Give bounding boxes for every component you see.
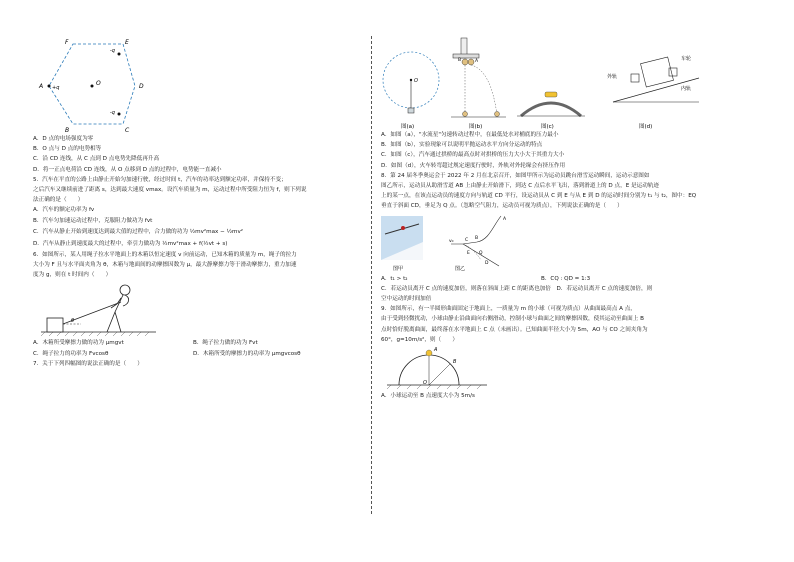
label-D: D: [139, 83, 144, 90]
q8-option-cd-line: 空中运动的时间加倍: [381, 296, 432, 303]
q9-O-label: O: [423, 380, 427, 387]
q8-stem: [381, 171, 721, 212]
q4-options: [33, 134, 373, 175]
right-column: [381, 30, 721, 401]
q6-stem: [33, 250, 373, 281]
q8-fig-caption-jia: 图甲: [393, 265, 404, 272]
q9-B-label: B: [453, 359, 457, 366]
q5-stem: [33, 175, 373, 206]
q7-option-a: A．如图（a），"水流星"匀速转动过程中，在最低处水对桶底的压力最小: [381, 132, 559, 138]
q6-option-c: C．绳子拉力的功率为 Fvcosθ: [33, 350, 109, 357]
fig-b-B-label: B: [458, 58, 462, 63]
left-column: [33, 30, 373, 369]
q8-B-label: B: [475, 235, 479, 241]
hexagon-figure: [35, 30, 185, 134]
q8-stem-line: 上的某一点，在该点运动员的速度方向与轨道 CD 平行，设运动员从 C 到 E 与从 E 到 D 的运动时间分别为 t₁ 与 t₂，图中：EQ: [381, 193, 697, 200]
column-divider: [371, 36, 372, 514]
q8-ski-jump-photo: [381, 216, 423, 272]
person-figure: [107, 285, 130, 332]
label-q-top: -q: [110, 48, 115, 54]
q6-theta-label: θ: [71, 318, 75, 325]
q7-options: [381, 130, 721, 171]
label-A: A: [39, 83, 44, 90]
q7-option-c: C．如图（c），汽车通过拱桥的最高点时对拱桥的压力大小大于其重力大小: [381, 152, 565, 159]
q8-option-a: A．t₁ > t₂: [381, 275, 408, 282]
q9-option-a: A．小球运动至 B 点速度大小为 5m/s: [381, 393, 475, 400]
q5-option-c: C．汽车从静止开始到速度达到最大值的过程中，合力做的功为 ½mv²max − ½mv²: [33, 228, 243, 235]
q8-D-label: D: [485, 260, 489, 266]
q9-stem-line: 60°，g=10m/s²，则（ ）: [381, 336, 458, 343]
fig-a-caption: 图(a): [401, 124, 415, 130]
q5-stem-line: 法正确的是（ ）: [33, 197, 84, 204]
fig-b-caption: 图(b): [469, 124, 483, 130]
q8-Q-label: Q: [479, 250, 483, 256]
label-q-left: +q: [52, 85, 60, 91]
q6-stem-line: 度为 g，则在 t 时间内（ ）: [33, 272, 112, 279]
q6-option-a: A．木箱所受摩擦力做的功为 μmgvt: [33, 340, 124, 347]
q9-stem-line: 点时恰好脱离曲面，最终落在水平地面上 C 点（未画出）。已知曲面半径大小为 5m，AO 与 CO 之间夹角为: [381, 326, 648, 333]
q8-E-label: E: [467, 250, 470, 256]
q6-stem-line: 大小为 F 且与水平面夹角为 θ，木箱与地面间的动摩擦因数为 μ，最大静摩擦力等于滑动摩擦力，重力加速: [33, 262, 297, 269]
q7-figures: [381, 30, 711, 130]
q5-option-d: D．汽车从静止到速度最大的过程中，牵引力做功为 ½mv²max + f(½vt + s): [33, 240, 228, 247]
label-q-bottom: -q: [110, 110, 115, 116]
fig-c-arch-bridge: [517, 92, 585, 130]
q8-trajectory-diagram: [449, 216, 507, 272]
q4-option-a: A．D 点的电场强度为零: [33, 136, 94, 142]
q4-option-d: D．将一正点电荷沿 CD 连线，从 O 点移到 D 点的过程中，电势能一直减小: [33, 166, 222, 173]
q8-figures: [381, 214, 531, 274]
q8-stem-line: 图乙所示，运动员从助滑雪道 AB 上由静止开始滑下，到达 C 点后水平飞出，落到滑道上的 D 点，E 是运动轨迹: [381, 183, 659, 190]
q9-stem-line: 由于受到轻微扰动，小球由静止沿曲面向右侧滑动，控制小球与曲面之间的摩擦因数，使其运动至曲面上 B: [381, 316, 644, 323]
fig-a-O-label: O: [414, 78, 418, 84]
q9-semicircle-figure: [387, 345, 497, 391]
q4-option-b: B．O 点与 D 点的电势相等: [33, 146, 102, 153]
fig-d-train-turn: [607, 55, 699, 130]
q9-A-label: A: [434, 347, 438, 354]
q8-stem-line: 垂直于斜面 CD，垂足为 Q 点。（忽略空气阻力，运动员可视为质点），下列说法正确的是（ ）: [381, 203, 623, 210]
fig-b-A-label: A: [475, 59, 479, 64]
q6-options: [33, 338, 373, 358]
q6-stem-line: 6．如图所示，某人用绳子拉水平地面上的木箱以恒定速度 v 向前运动，已知木箱的质量为 m，绳子的拉力: [33, 251, 297, 258]
label-B: B: [65, 127, 70, 134]
label-O: O: [96, 80, 101, 87]
q8-stem-line: 8．第 24 届冬季奥运会于 2022 年 2 月在北京召开，如图甲所示为运动员跳台滑雪运动瞬间，运动示意图如: [381, 172, 650, 179]
q8-C-label: C: [465, 237, 469, 243]
fig-b-projectile: [451, 38, 506, 130]
q7-option-b: B．如图（b），实验现象可以说明平抛运动水平方向分运动的特点: [381, 142, 543, 149]
q9-stem-line: 9．如图所示，有一半圆形曲面固定于地面上，一质量为 m 的小球（可视为质点）从曲面最高点 A 点，: [381, 306, 636, 313]
q6-option-b: B．绳子拉力做的功为 Fvt: [193, 340, 258, 347]
q8-option-b: B．CQ : QD = 1:3: [541, 275, 591, 282]
fig-d-inner-label: 内轨: [681, 86, 692, 92]
q8-option-cd-line: C．若运动员离开 C 点的速度加倍，则落在斜面上距 C 的距离也加倍 D．若运动员离开 C 点的速度加倍，则: [381, 285, 653, 292]
q6-box-pull-figure: [41, 280, 161, 338]
q5-option-b: B．汽车匀加速运动过程中，克服阻力做功为 fvt: [33, 217, 153, 224]
q6-options-row: [33, 338, 373, 348]
q5-option-a: A．汽车的额定功率为 fv: [33, 207, 95, 214]
fig-d-wheel-label: 车轮: [681, 56, 692, 62]
q7-option-d: D．如图（d），火车转弯超过规定速度行驶时，外轨对外轮缘会有挤压作用: [381, 162, 566, 169]
fig-c-caption: 图(c): [541, 124, 554, 130]
fig-d-caption: 图(d): [639, 124, 653, 130]
q6-options-row: [33, 349, 373, 359]
q7-stem: 7．关于下列四幅图的说法正确的是（ ）: [33, 360, 143, 367]
q5-stem-line: 之后汽车又继续前进了距离 s，达到最大速度 vmax。设汽车质量为 m，运动过程中所受阻力恒为 f，则下列说: [33, 187, 307, 194]
q9-stem: [381, 304, 721, 345]
q6-option-d: D．木箱所受的摩擦力的功率为 μmgvcosθ: [193, 350, 301, 357]
q5-stem-line: 5．汽车在平直的公路上由静止开始匀加速行驶，经过时间 t，汽车的功率达到额定功率，并保持不变；: [33, 176, 287, 183]
q8-fig-caption-yi: 图乙: [455, 265, 466, 272]
q8-options-ab: [381, 274, 721, 284]
fig-a-water-bucket: [383, 52, 439, 130]
q8-A-label: A: [503, 216, 507, 222]
fig-d-outer-label: 外轨: [607, 74, 618, 80]
label-E: E: [125, 39, 129, 46]
q4-option-c: C．沿 CD 连线，从 C 点到 D 点电势先降低再升高: [33, 156, 160, 163]
label-C: C: [125, 127, 130, 134]
label-F: F: [65, 39, 69, 46]
q5-options: [33, 205, 373, 249]
q8-v0-label: v₀: [449, 238, 454, 244]
